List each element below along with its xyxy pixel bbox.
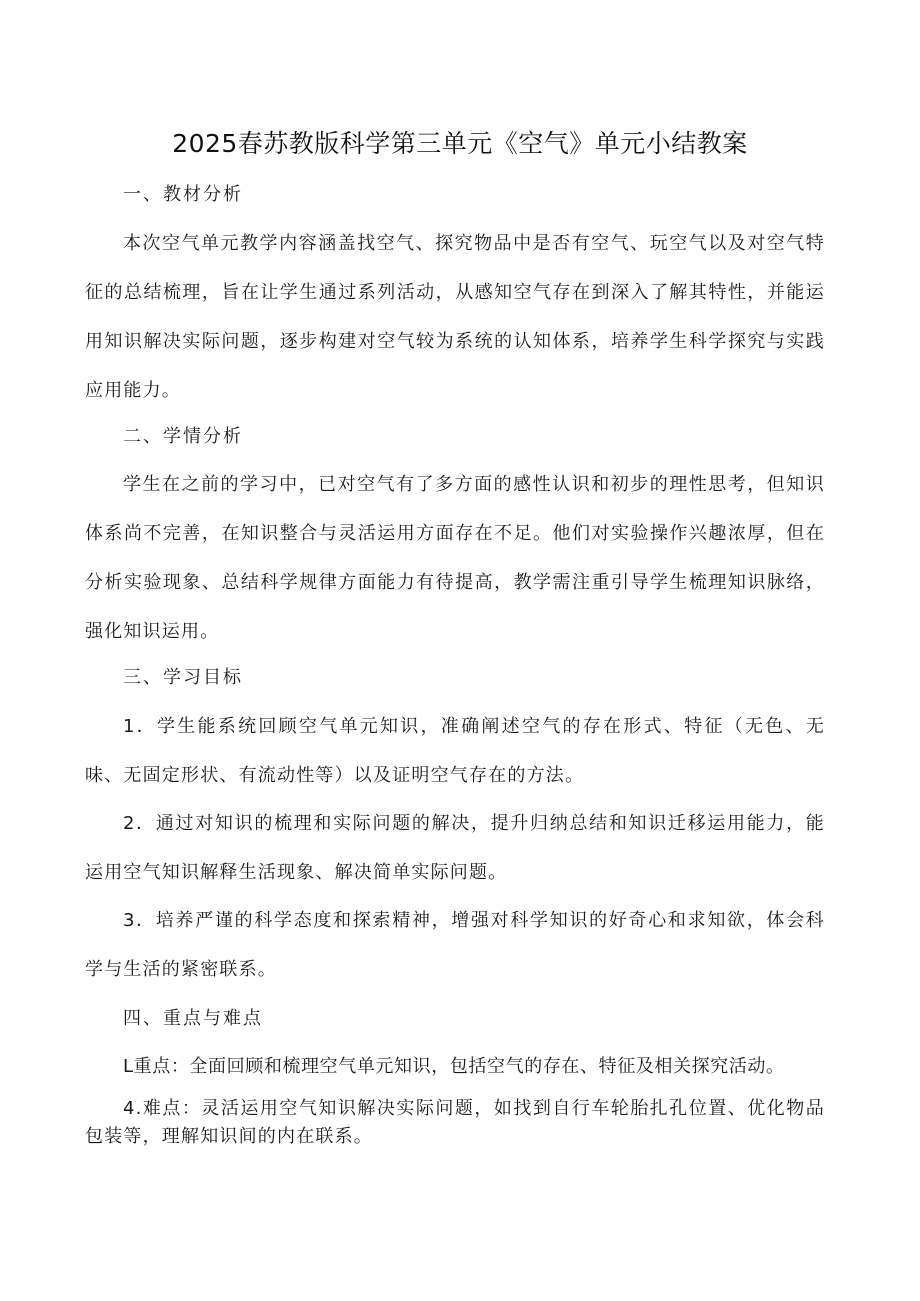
paragraph-difficulty: 4.难点：灵活运用空气知识解决实际问题，如找到自行车轮胎扎孔位置、优化物品包装等，理解知识间的内在联系。 — [85, 1098, 825, 1147]
section-heading-textbook-analysis: 一、教材分析 — [123, 184, 243, 205]
section-heading-learning-goals: 三、学习目标 — [123, 667, 243, 688]
section-heading-student-analysis: 二、学情分析 — [123, 426, 243, 447]
paragraph-key-point: L重点：全面回顾和梳理空气单元知识，包括空气的存在、特征及相关探究活动。 — [123, 1056, 785, 1077]
paragraph-goal-2: 2．通过对知识的梳理和实际问题的解决，提升归纳总结和知识迁移运用能力，能运用空气知识解释生活现象、解决简单实际问题。 — [85, 813, 825, 883]
section-heading-key-points: 四、重点与难点 — [123, 1008, 263, 1029]
document-title: 2025春苏教版科学第三单元《空气》单元小结教案 — [172, 129, 748, 158]
paragraph-goal-1: 1．学生能系统回顾空气单元知识，准确阐述空气的存在形式、特征（无色、无味、无固定形状、有流动性等）以及证明空气存在的方法。 — [85, 716, 825, 786]
paragraph-textbook-analysis: 本次空气单元教学内容涵盖找空气、探究物品中是否有空气、玩空气以及对空气特征的总结梳理，旨在让学生通过系列活动，从感知空气存在到深入了解其特性，并能运用知识解决实际问题，逐步构建对空气较为系统的认知体系，培养学生科学探究与实践应用能力。 — [85, 233, 825, 401]
paragraph-student-analysis: 学生在之前的学习中，已对空气有了多方面的感性认识和初步的理性思考，但知识体系尚不完善，在知识整合与灵活运用方面存在不足。他们对实验操作兴趣浓厚，但在分析实验现象、总结科学规律方面能力有待提高，教学需注重引导学生梳理知识脉络，强化知识运用。 — [85, 474, 825, 642]
paragraph-goal-3: 3．培养严谨的科学态度和探索精神，增强对科学知识的好奇心和求知欲，体会科学与生活的紧密联系。 — [85, 910, 825, 980]
